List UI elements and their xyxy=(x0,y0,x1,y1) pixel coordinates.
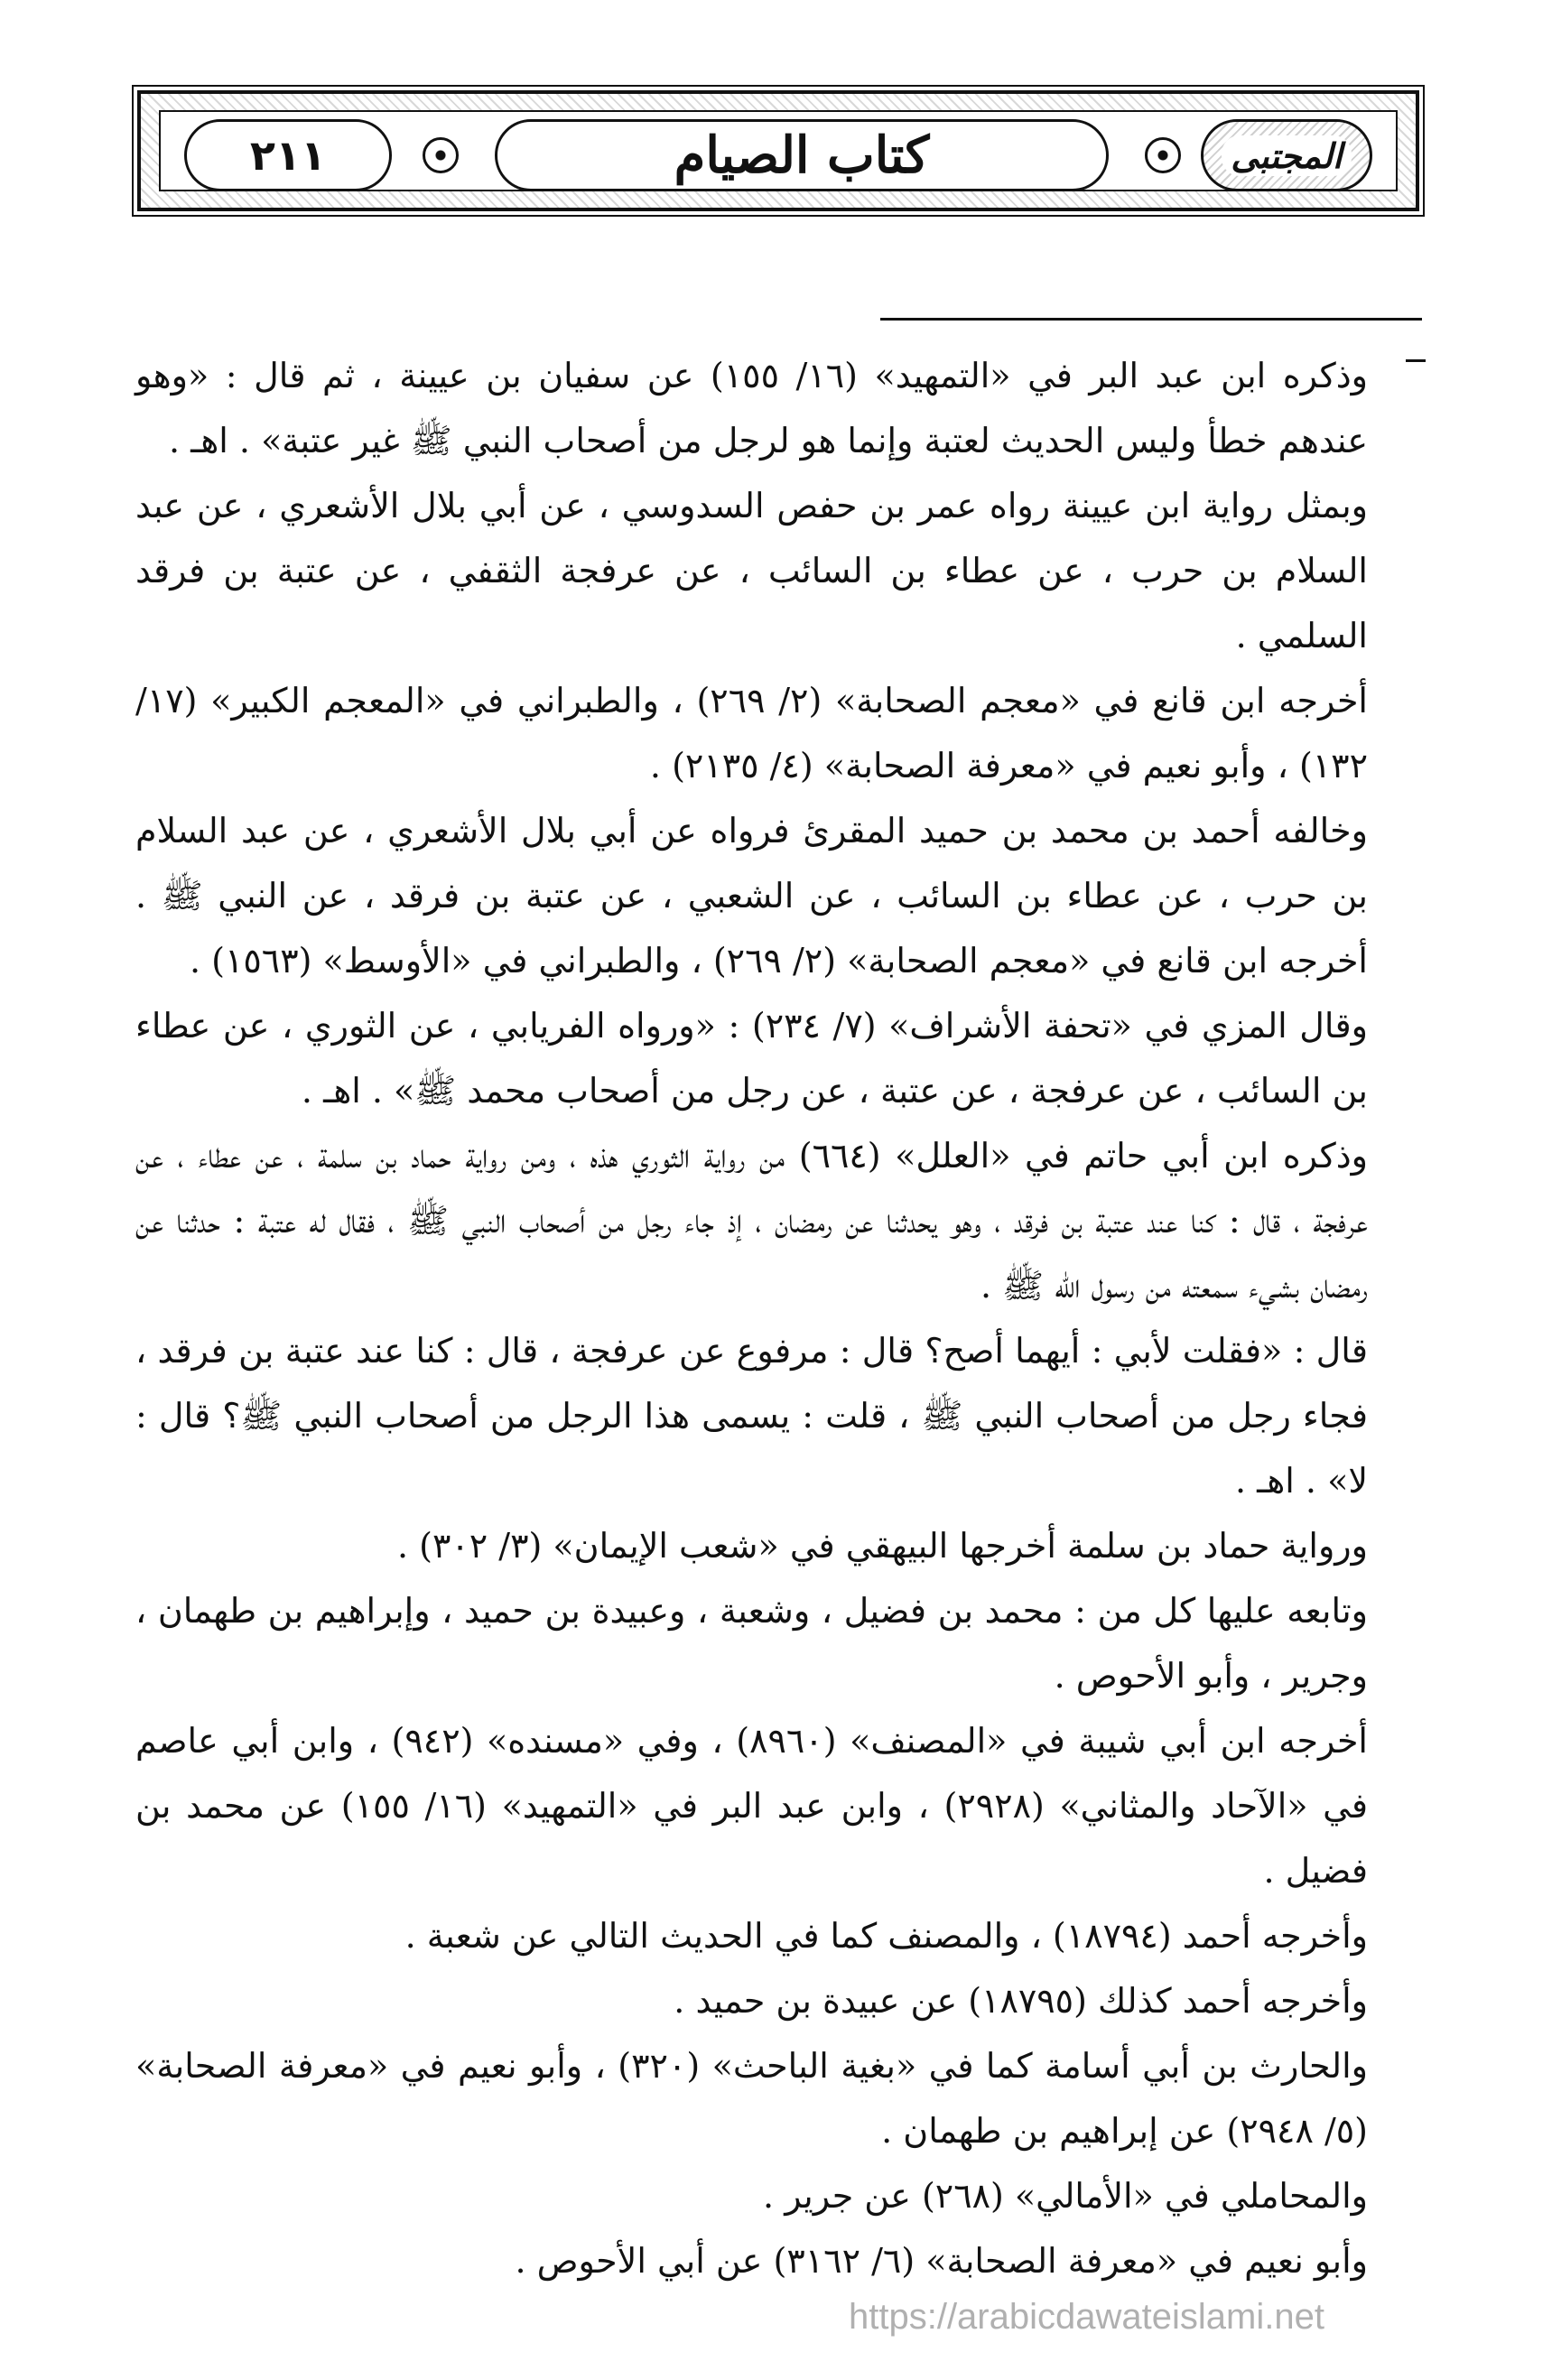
paragraph: أخرجه ابن أبي شيبة في «المصنف» (٨٩٦٠) ، وفي «مسنده» (٩٤٢) ، وابن أبي عاصم في «الآحاد والمثاني» (٢٩٢٨) ، وابن عبد البر في «التمهيد» (١٦/ ١٥٥) عن محمد بن فضيل . xyxy=(135,1721,1368,1891)
paragraph: أخرجه ابن قانع في «معجم الصحابة» (٢/ ٢٦٩) ، والطبراني في «المعجم الكبير» (١٧/ ١٣٢) ، وأبو نعيم في «معرفة الصحابة» (٤/ ٢١٣٥) . xyxy=(135,681,1368,786)
page-number: ٢١١ xyxy=(249,131,327,180)
footnote-separator xyxy=(880,318,1422,321)
ornament-icon xyxy=(423,137,459,173)
brand-cartouche xyxy=(1201,119,1372,191)
paragraph: وأخرجه أحمد كذلك (١٨٧٩٥) عن عبيدة بن حميد . xyxy=(674,1981,1368,2021)
paragraph: والمحاملي في «الأمالي» (٢٦٨) عن جرير . xyxy=(763,2176,1368,2216)
paragraph: وذكره ابن عبد البر في «التمهيد» (١٦/ ١٥٥) عن سفيان بن عيينة ، ثم قال : «وهو عندهم خطأ وليس الحديث لعتبة وإنما هو لرجل من أصحاب النبي ﷺ غير عتبة» . اهـ . xyxy=(135,356,1368,460)
paragraph: والحارث بن أبي أسامة كما في «بغية الباحث» (٣٢٠) ، وأبو نعيم في «معرفة الصحابة» (٥/ ٢٩٤٨) عن إبراهيم بن طهمان . xyxy=(135,2046,1368,2151)
watermark-url: https://arabicdawateislami.net xyxy=(849,2297,1324,2337)
paragraph: قال : «فقلت لأبي : أيهما أصح؟ قال : مرفوع عن عرفجة ، قال : كنا عند عتبة بن فرقد ، فجاء رجل من أصحاب النبي ﷺ ، قلت : يسمى هذا الرجل من أصحاب النبي ﷺ؟ قال : لا» . اهـ . xyxy=(135,1331,1368,1501)
footnote-text xyxy=(135,343,1368,2293)
page-header-inner xyxy=(159,110,1398,191)
paragraph: وأبو نعيم في «معرفة الصحابة» (٦/ ٣١٦٢) عن أبي الأحوص . xyxy=(515,2241,1368,2281)
paragraph: وأخرجه أحمد (١٨٧٩٤) ، والمصنف كما في الحديث التالي عن شعبة . xyxy=(404,1916,1368,1956)
ornament-icon xyxy=(1145,137,1181,173)
brand-logo: المجتبى xyxy=(1222,135,1351,176)
paragraph: وبمثل رواية ابن عيينة رواه عمر بن حفص السدوسي ، عن أبي بلال الأشعري ، عن عبد السلام بن حرب ، عن عطاء بن السائب ، عن عرفجة الثقفي ، عن عتبة بن فرقد السلمي . xyxy=(135,486,1368,655)
paragraph: ورواية حماد بن سلمة أخرجها البيهقي في «شعب الإيمان» (٣/ ٣٠٢) . xyxy=(396,1526,1368,1566)
footnote-dash xyxy=(1406,359,1426,362)
book-title-cartouche xyxy=(495,119,1109,191)
page-header-frame xyxy=(137,90,1419,211)
paragraph: وقال المزي في «تحفة الأشراف» (٧/ ٢٣٤) : «ورواه الفريابي ، عن الثوري ، عن عطاء بن السائب ، عن عرفجة ، عن عتبة ، عن رجل من أصحاب محمد ﷺ» . اهـ . xyxy=(135,1006,1368,1111)
paragraph: وتابعه عليها كل من : محمد بن فضيل ، وشعبة ، وعبيدة بن حميد ، وإبراهيم بن طهمان ، وجرير ، وأبو الأحوص . xyxy=(135,1591,1368,1696)
page-number-cartouche xyxy=(184,119,392,191)
paragraph: وذكره ابن أبي حاتم في «العلل» (٦٦٤) من رواية الثوري هذه ، ومن رواية حماد بن سلمة ، عن عطاء ، عن عرفجة ، قال : كنا عند عتبة بن فرقد ، وهو يحدثنا عن رمضان ، إذ جاء رجل من أصحاب النبي ﷺ ، فقال له عتبة : حدثنا عن رمضان بشيء سمعته من رسول الله ﷺ . xyxy=(135,1136,1368,1306)
book-title: كتاب الصيام xyxy=(674,126,930,185)
paragraph: وخالفه أحمد بن محمد بن حميد المقرئ فرواه عن أبي بلال الأشعري ، عن عبد السلام بن حرب ، عن عطاء بن السائب ، عن الشعبي ، عن عتبة بن فرقد ، عن النبي ﷺ . أخرجه ابن قانع في «معجم الصحابة» (٢/ ٢٦٩) ، والطبراني في «الأوسط» (١٥٦٣) . xyxy=(135,811,1368,981)
